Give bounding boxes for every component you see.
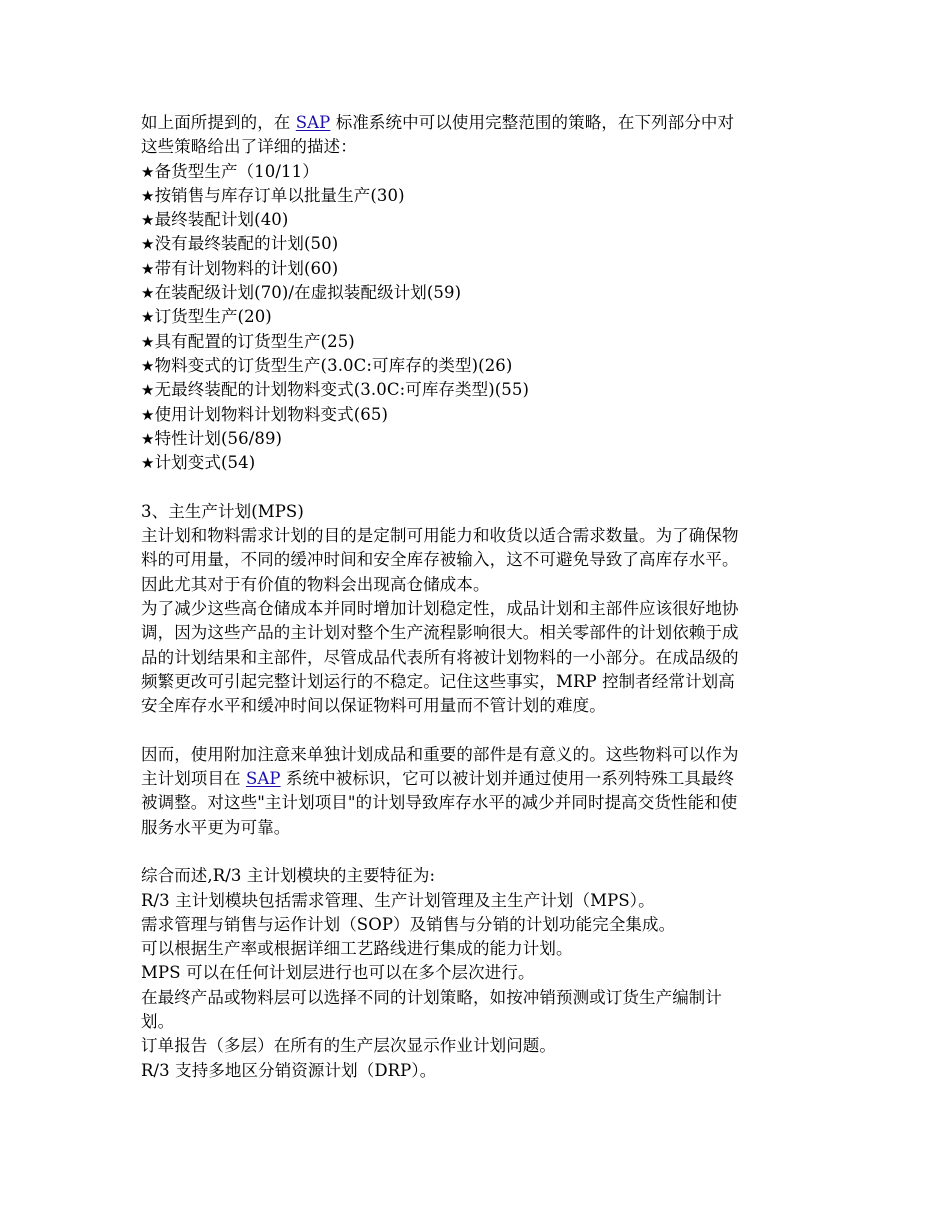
list-item-label: 无最终装配的计划物料变式(3.0C:可库存类型)(55) — [154, 380, 530, 400]
section-heading: 综合而述,R/3 主计划模块的主要特征为: — [141, 866, 436, 886]
paragraph-line: 品的计划结果和主部件，尽管成品代表所有将被计划物料的一小部分。在成品级的 — [141, 647, 739, 667]
intro-line-2: 这些策略给出了详细的描述： — [141, 137, 357, 157]
list-item — [141, 305, 816, 329]
list-item-label: 带有计划物料的计划(60) — [154, 258, 339, 278]
paragraph-line: 服务水平更为可靠。 — [141, 817, 291, 837]
paragraph-line: 频繁更改可引起完整计划运行的不稳定。记住这些事实，MRP 控制者经常计划高 — [141, 671, 735, 691]
star-icon: ★ — [141, 259, 155, 278]
star-icon: ★ — [141, 454, 155, 473]
master-plan-items-paragraph — [141, 743, 816, 840]
paragraph-line: 调，因为这些产品的主计划对整个生产流程影响很大。相关零部件的计划依赖于成 — [141, 623, 739, 643]
feature-line: 可以根据生产率或根据详细工艺路线进行集成的能力计划。 — [141, 939, 573, 959]
list-item — [141, 403, 816, 427]
features-section — [141, 864, 816, 1083]
feature-line: 订单报告（多层）在所有的生产层次显示作业计划问题。 — [141, 1036, 556, 1056]
star-icon: ★ — [141, 381, 155, 400]
list-item — [141, 160, 816, 184]
list-item-label: 具有配置的订货型生产(25) — [154, 331, 355, 351]
star-icon: ★ — [141, 308, 155, 327]
paragraph-line: 因而，使用附加注意来单独计划成品和重要的部件是有意义的。这些物料可以作为 — [141, 744, 739, 764]
feature-line: 划。 — [141, 1011, 175, 1031]
star-icon: ★ — [141, 284, 155, 303]
paragraph-spacer — [141, 840, 816, 864]
star-icon: ★ — [141, 405, 155, 424]
feature-line: R/3 支持多地区分销资源计划（DRP）。 — [141, 1060, 437, 1080]
paragraph-spacer — [141, 475, 816, 499]
feature-line: R/3 主计划模块包括需求管理、生产计划管理及主生产计划（MPS）。 — [141, 890, 655, 910]
document-body — [141, 111, 816, 1083]
mps-section — [141, 500, 816, 719]
feature-line: MPS 可以在任何计划层进行也可以在多个层次进行。 — [141, 963, 535, 983]
paragraph-line: 因此尤其对于有价值的物料会出现高仓储成本。 — [141, 574, 490, 594]
star-icon: ★ — [141, 211, 155, 230]
paragraph-line: 料的可用量，不同的缓冲时间和安全库存被输入，这不可避免导致了高库存水平。 — [141, 550, 739, 570]
intro-paragraph — [141, 111, 816, 160]
star-icon: ★ — [141, 356, 155, 375]
paragraph-text: 系统中被标识，它可以被计划并通过使用一系列特殊工具最终 — [280, 769, 735, 789]
list-item-label: 使用计划物料计划物料变式(65) — [154, 404, 389, 424]
list-item — [141, 184, 816, 208]
sap-link[interactable]: SAP — [295, 113, 331, 132]
intro-line-1 — [141, 111, 816, 135]
paragraph-text: 主计划项目在 — [141, 769, 246, 789]
list-item — [141, 257, 816, 281]
paragraph-line: 为了减少这些高仓储成本并同时增加计划稳定性，成品计划和主部件应该很好地协 — [141, 598, 739, 618]
list-item-label: 在装配级计划(70)/在虚拟装配级计划(59) — [154, 283, 462, 303]
list-item-label: 最终装配计划(40) — [154, 210, 289, 230]
intro-text: 标准系统中可以使用完整范围的策略，在下列部分中对 — [330, 113, 735, 132]
list-item-label: 没有最终装配的计划(50) — [154, 234, 339, 254]
list-item — [141, 232, 816, 256]
star-icon: ★ — [141, 235, 155, 254]
intro-text: 如上面所提到的，在 — [141, 113, 296, 132]
sap-link[interactable]: SAP — [245, 769, 281, 789]
star-icon: ★ — [141, 429, 155, 448]
list-item-label: 物料变式的订货型生产(3.0C:可库存的类型)(26) — [154, 355, 513, 375]
list-item — [141, 354, 816, 378]
star-icon: ★ — [141, 162, 155, 181]
list-item — [141, 427, 816, 451]
section-heading: 3、主生产计划(MPS) — [141, 501, 304, 521]
list-item-label: 按销售与库存订单以批量生产(30) — [154, 185, 405, 205]
feature-line: 在最终产品或物料层可以选择不同的计划策略，如按冲销预测或订货生产编制计 — [141, 987, 722, 1007]
paragraph-line: 主计划和物料需求计划的目的是定制可用能力和收货以适合需求数量。为了确保物 — [141, 526, 739, 546]
strategy-list — [141, 160, 816, 476]
paragraph-line — [141, 767, 816, 791]
feature-line: 需求管理与销售与运作计划（SOP）及销售与分销的计划功能完全集成。 — [141, 914, 676, 934]
paragraph-line: 被调整。对这些"主计划项目"的计划导致库存水平的减少并同时提高交货性能和使 — [141, 793, 738, 813]
list-item — [141, 378, 816, 402]
list-item — [141, 330, 816, 354]
paragraph-spacer — [141, 718, 816, 742]
star-icon: ★ — [141, 186, 155, 205]
list-item-label: 计划变式(54) — [154, 453, 256, 473]
list-item-label: 特性计划(56/89) — [154, 428, 283, 448]
list-item — [141, 208, 816, 232]
star-icon: ★ — [141, 332, 155, 351]
list-item-label: 备货型生产（10/11） — [154, 161, 319, 181]
list-item-label: 订货型生产(20) — [154, 307, 272, 327]
paragraph-line: 安全库存水平和缓冲时间以保证物料可用量而不管计划的难度。 — [141, 696, 606, 716]
list-item — [141, 451, 816, 475]
list-item — [141, 281, 816, 305]
